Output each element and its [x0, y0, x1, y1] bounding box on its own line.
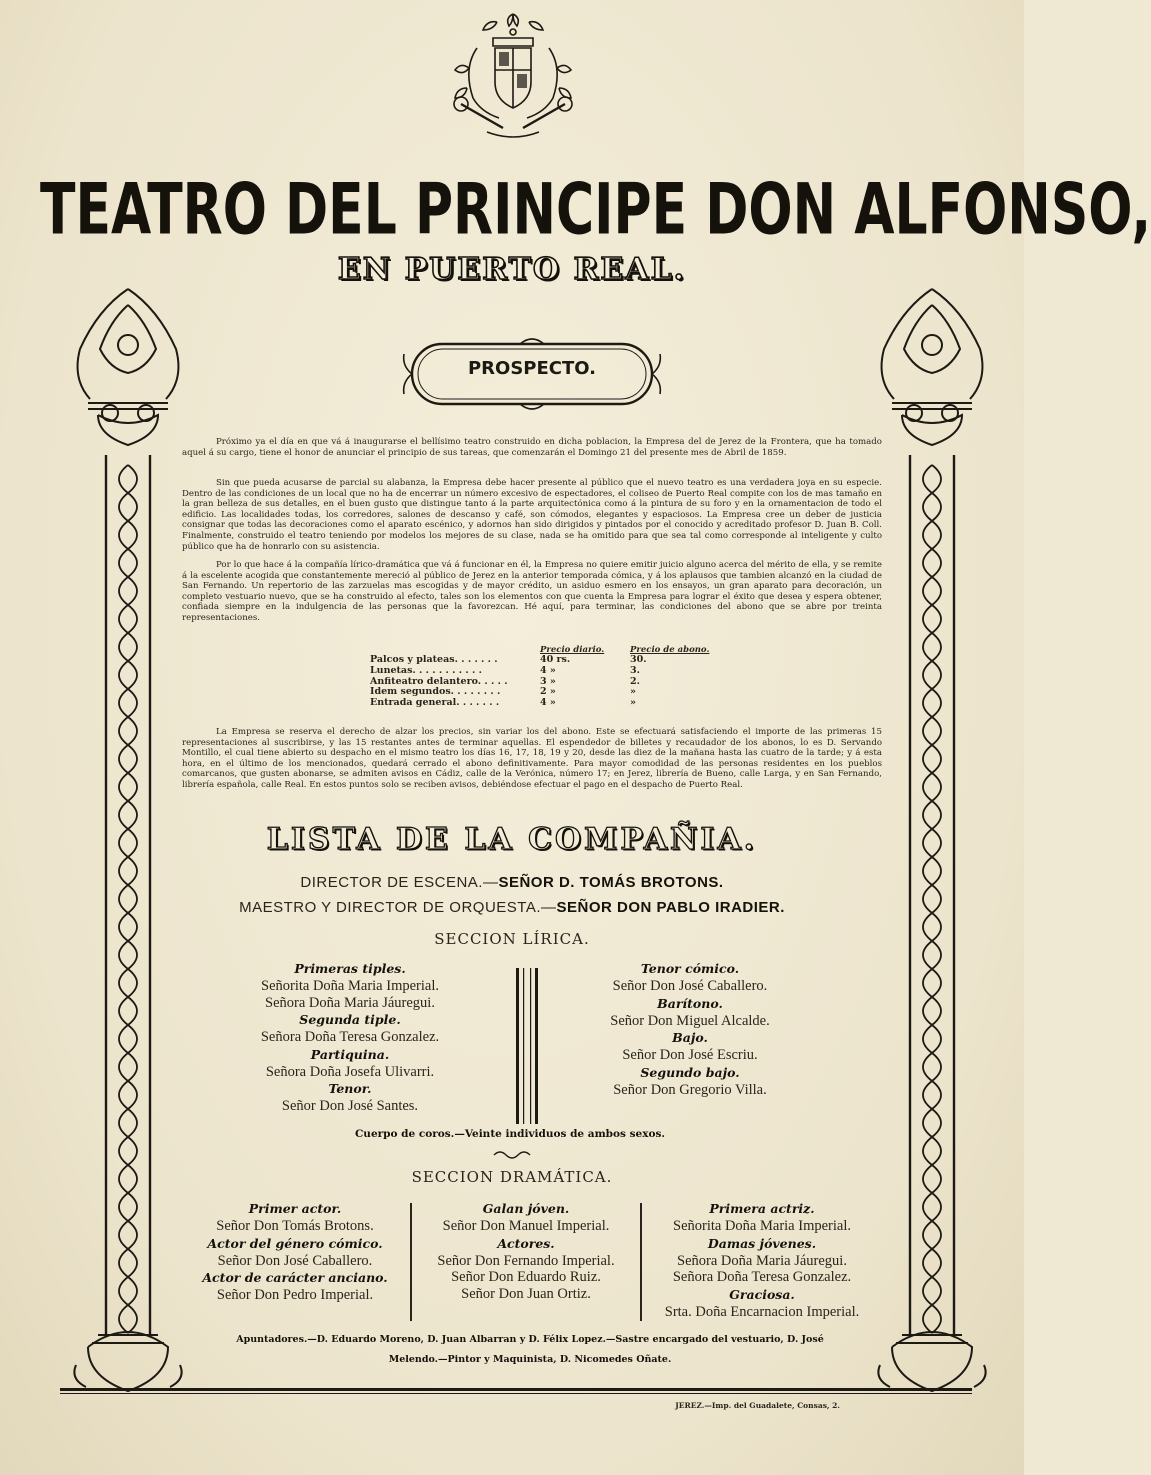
- price-cell-label: Entrada general. . . . . . .: [370, 697, 500, 709]
- cast-member: Señor Don Fernando Imperial.: [437, 1252, 615, 1269]
- cast-member: Señor Don Gregorio Villa.: [613, 1081, 767, 1098]
- company-list-title: LISTA DE LA COMPAÑIA.: [266, 822, 758, 857]
- cast-role: Actor de carácter anciano.: [202, 1270, 388, 1285]
- price-cell-abono: »: [630, 686, 636, 698]
- cast-member: Señor Don José Caballero.: [612, 978, 768, 994]
- drama-column-3: [645, 1200, 879, 1320]
- lyric-left-column: [200, 960, 500, 1115]
- cast-member: Señor Don José Caballero.: [217, 1252, 373, 1269]
- cast-role: Tenor.: [328, 1081, 372, 1096]
- cast-member: Señor Don Manuel Imperial.: [442, 1218, 610, 1234]
- theatre-description-paragraph: Sin que pueda acusarse de parcial su alabanza, la Empresa debe hacer presente al público que el nuevo teatro es una verdadera joya en su especie. Dentro de las condiciones de un local que no ha de encerrar un número excesivo de espectadores, el coliseo de Puerto Real compite con los de mas tamaño en la gran belleza de sus detalles, en el buen gusto que distingue tanto á la parte arquitectónica como á la pintura de su foro y en la ornamentacion de todo el edificio. Las localidades todas, los corredores, salones de descanso y café, son cómodos, elegantes y espaciosos. La Empresa cree un deber de justicia consignar que todas las decoraciones como el aparato escénico, y adornos han sido dirigidos y pintados por el conocido y acreditado profesor D. Juan B. Coll. Finalmente, construido el teatro teniendo por modelos los mejores de su clase, nada se ha omitido para que sea tal como corresponde al inteligente y culto público que ha de honrarlo con su asistencia.: [182, 478, 882, 552]
- lyric-right-column: [560, 960, 820, 1098]
- stage-director-line: DIRECTOR DE ESCENA.—SEÑOR D. TOMÁS BROTONS.: [300, 874, 724, 891]
- price-head-daily: Precio diario.: [540, 645, 605, 655]
- price-cell-daily: 3 »: [540, 675, 556, 687]
- price-cell-abono: »: [630, 697, 636, 709]
- price-cell-daily: 4 »: [540, 664, 556, 676]
- price-cell-daily: 40 rs.: [540, 654, 571, 665]
- footer-rule-thin: [60, 1393, 972, 1394]
- drama-divider-1: [410, 1203, 412, 1321]
- footer-credits: [180, 1330, 880, 1370]
- drama-column-1: [180, 1200, 410, 1304]
- cast-role: Damas jóvenes.: [707, 1235, 817, 1251]
- coat-of-arms-emblem: [447, 8, 579, 144]
- cast-role: Graciosa.: [729, 1286, 795, 1302]
- cast-role: Actor del género cómico.: [207, 1235, 383, 1251]
- price-cell-label: Idem segundos. . . . . . . .: [370, 686, 501, 698]
- footer-credits-line-1: Apuntadores.—D. Eduardo Moreno, D. Juan Albarran y D. Félix Lopez.—Sastre encargado del vestuario, D. José: [236, 1334, 824, 1345]
- cast-member: Señor Don Juan Ortiz.: [461, 1285, 591, 1302]
- cast-role: Bajo.: [672, 1030, 708, 1045]
- theatre-subtitle: EN PUERTO REAL.: [337, 252, 687, 287]
- price-table: [370, 645, 730, 709]
- cast-role: Barítono.: [657, 995, 723, 1011]
- dramatic-section-heading: SECCION DRAMÁTICA.: [411, 1168, 613, 1186]
- cast-member: Señora Doña Teresa Gonzalez.: [260, 1029, 440, 1045]
- cast-member: Señora Doña Josefa Ulivarri.: [265, 1063, 435, 1080]
- company-paragraph: Por lo que hace á la compañía lírico-dramática que vá á funcionar en él, la Empresa no quiere emitir juicio alguno acerca del mérito de ella, y se remite á la escelente acogida que constantemente mereció al público de Jerez en la anterior temporada cómica, y á los aplausos que tambien alcanzó en la ciudad de San Fernando. Un repertorio de las zarzuelas mas escogidas y de mayor crédito, un asiduo esmero en los ensayos, un gran aparato para decoración, un completo vestuario nuevo, que se ha construido al efecto, tales son los elementos con que cuenta la Empresa para lograr el éxito que desea y espera obtener, confiada siempre en la indulgencia de las personas que la favorezcan. Hé aquí, para terminar, las condiciones del abono que se abre por treinta representaciones.: [182, 560, 882, 623]
- cast-member: Señor Don Pedro Imperial.: [216, 1287, 374, 1303]
- cast-role: Actores.: [497, 1235, 555, 1251]
- lyric-column-divider: [513, 968, 541, 1124]
- cast-role: Primeras tiples.: [294, 961, 406, 976]
- cast-role: Partiquina.: [310, 1046, 390, 1062]
- theatre-title: TEATRO DEL PRINCIPE DON ALFONSO,: [40, 170, 1151, 251]
- price-cell-abono: 2.: [630, 675, 640, 687]
- footer-rule-thick: [60, 1388, 972, 1391]
- chorus-line: Cuerpo de coros.—Veinte individuos de ambos sexos.: [354, 1128, 666, 1140]
- cast-member: Señora Doña Maria Jáuregui.: [677, 1252, 847, 1269]
- price-cell-abono: 3.: [630, 664, 640, 676]
- price-cell-daily: 2 »: [540, 686, 556, 698]
- price-row: [370, 666, 730, 677]
- price-cell-label: Anfiteatro delantero. . . . .: [370, 675, 508, 687]
- cast-member: Señorita Doña Maria Imperial.: [261, 978, 439, 994]
- cast-member: Señor Don Miguel Alcalde.: [610, 1012, 770, 1029]
- cast-member: Señorita Doña Maria Imperial.: [673, 1218, 851, 1234]
- cast-role: Segunda tiple.: [299, 1012, 401, 1027]
- cast-role: Galan jóven.: [482, 1201, 570, 1216]
- cast-role: Segundo bajo.: [640, 1064, 740, 1080]
- price-cell-label: Lunetas. . . . . . . . . . .: [370, 664, 482, 676]
- cast-member: Señor Don Tomás Brotons.: [216, 1218, 374, 1234]
- price-rows: [370, 655, 730, 709]
- intro-paragraph: Próximo ya el día en que vá á inaugurarse el bellísimo teatro construido en dicha poblacion, la Empresa del de Jerez de la Frontera, que ha tomado aquel á su cargo, tiene el honor de anunciar el principio de sus tareas, que comenzarán el Domingo 21 del presente mes de Abril de 1859.: [182, 437, 882, 458]
- orchestra-director-line: MAESTRO Y DIRECTOR DE ORQUESTA.—SEÑOR DON PABLO IRADIER.: [239, 899, 785, 916]
- cast-member: Señor Don José Santes.: [281, 1098, 419, 1114]
- drama-column-2: [414, 1200, 638, 1302]
- price-cell-abono: 30.: [630, 654, 647, 665]
- drama-divider-2: [640, 1203, 642, 1321]
- cast-member: Señor Don José Escriu.: [622, 1047, 758, 1063]
- cast-member: Señora Doña Maria Jáuregui.: [265, 994, 435, 1011]
- price-cell-daily: 4 »: [540, 697, 556, 709]
- lyric-section-heading: SECCION LÍRICA.: [434, 930, 590, 948]
- cast-role: Tenor cómico.: [640, 961, 740, 976]
- cast-member: Señor Don Eduardo Ruiz.: [451, 1269, 601, 1285]
- cast-member: Srta. Doña Encarnacion Imperial.: [664, 1303, 860, 1320]
- left-ornamental-border: [68, 285, 188, 1395]
- prospecto-label: PROSPECTO.: [467, 358, 597, 379]
- price-cell-label: Palcos y plateas. . . . . . .: [370, 654, 498, 665]
- abono-conditions-paragraph: La Empresa se reserva el derecho de alzar los precios, sin variar los del abono. Este se efectuará satisfaciendo el importe de las primeras 15 representaciones al suscribirse, y las 15 restantes antes de terminar aquellas. El espendedor de billetes y recaudador de los abonos, lo es D. Servando Montillo, el cual tiene abierto su despacho en el mismo teatro los días 16, 17, 18, 19 y 20, desde las diez de la mañana hasta las cuatro de la tarde; y á esta hora, en el último de los mencionados, quedará cerrado el abono definitivamente. Para mayor comodidad de las personas residentes en los pueblos comarcanos, que gusten abonarse, se admiten avisos en Cádiz, calle de la Verónica, número 17; en Jerez, librería de Bueno, calle Larga, y en San Fernando, librería española, calle Real. En estos puntos solo se reciben avisos, debiéndose efectuar el pago en el despacho de Puerto Real.: [182, 727, 882, 790]
- right-ornamental-border: [872, 285, 992, 1395]
- price-head-abono: Precio de abono.: [630, 645, 710, 655]
- footer-credits-line-2: Melendo.—Pintor y Maquinista, D. Nicomedes Oñate.: [388, 1354, 672, 1365]
- cast-role: Primera actriz.: [709, 1201, 815, 1216]
- flourish-ornament: [492, 1149, 532, 1161]
- cast-member: Señora Doña Teresa Gonzalez.: [672, 1269, 852, 1285]
- printer-imprint: JEREZ.—Imp. del Guadalete, Consas, 2.: [675, 1401, 840, 1410]
- cast-role: Primer actor.: [248, 1201, 342, 1216]
- price-row: [370, 698, 730, 709]
